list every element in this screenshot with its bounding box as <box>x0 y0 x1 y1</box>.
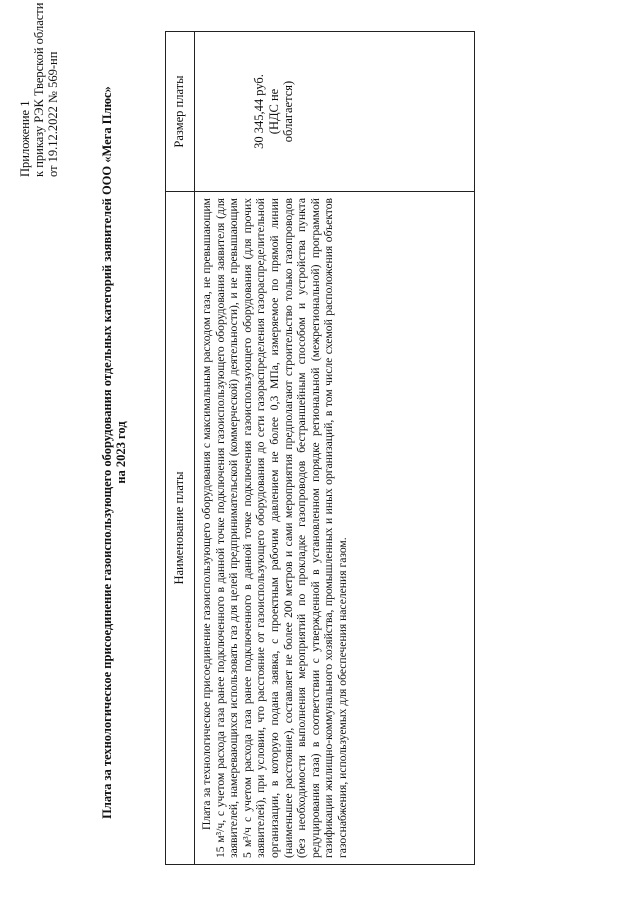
table-header-row <box>166 32 195 864</box>
appendix-block <box>18 2 60 177</box>
fee-amount: 30 345,44 руб. <box>252 74 266 149</box>
document-title-line2: на 2023 год <box>114 421 128 484</box>
fee-table <box>165 31 475 865</box>
appendix-number: Приложение 1 <box>18 100 32 177</box>
document-title <box>100 20 128 885</box>
fee-description: Плата за технологическое присоединение газоиспользующего оборудования с максимальным расходом газа, не превышающим 15 м³/ч, с учетом расхода газа ранее подключенного в данной точке подключения газоиспользующего оборудования заявителя (для заявителей, намеревающихся использовать газ для целей предпринимательской (коммерческой) деятельности), и не превышающим 5 м³/ч с учетом расхода газа ранее подключенного в данной точке подключения газоиспользующего оборудования (для прочих заявителей), при условии, что расстояние от газоиспользующего оборудования до сети газораспределения газораспределительной организации, в которую подана заявка, с проектным рабочим давлением не более 0,3 МПа, измеряемое по прямой линии (наименьшее расстояние), составляет не более 200 метров и сами мероприятия предполагают строительство только газопроводов (без необходимости выполнения мероприятий по прокладке газопроводов бестраншейным способом и устройства пункта редуцирования газа) в соответствии с утвержденной в установленном порядке региональной (межрегиональной) программой газификации жилищно-коммунального хозяйства, промышленных и иных организаций, в том числе схемой расположения объектов газоснабжения, используемых для обеспечения населения газом. <box>200 198 349 858</box>
fee-vat-note-line1: (НДС не <box>266 88 281 135</box>
fee-vat-note-line2: облагается) <box>281 80 295 143</box>
header-fee-name: Наименование платы <box>172 471 186 585</box>
fee-amount-cell <box>252 32 296 191</box>
column-divider <box>166 191 474 192</box>
appendix-order-reference: к приказу РЭК Тверской области <box>32 2 46 177</box>
document-title-line1: Плата за технологическое присоединение газоиспользующего оборудования отдельных категорий заявителей ООО «Мега Плюс» <box>100 86 114 819</box>
appendix-order-date: от 19.12.2022 № 569-нп <box>46 51 60 177</box>
header-fee-amount: Размер платы <box>172 75 186 148</box>
